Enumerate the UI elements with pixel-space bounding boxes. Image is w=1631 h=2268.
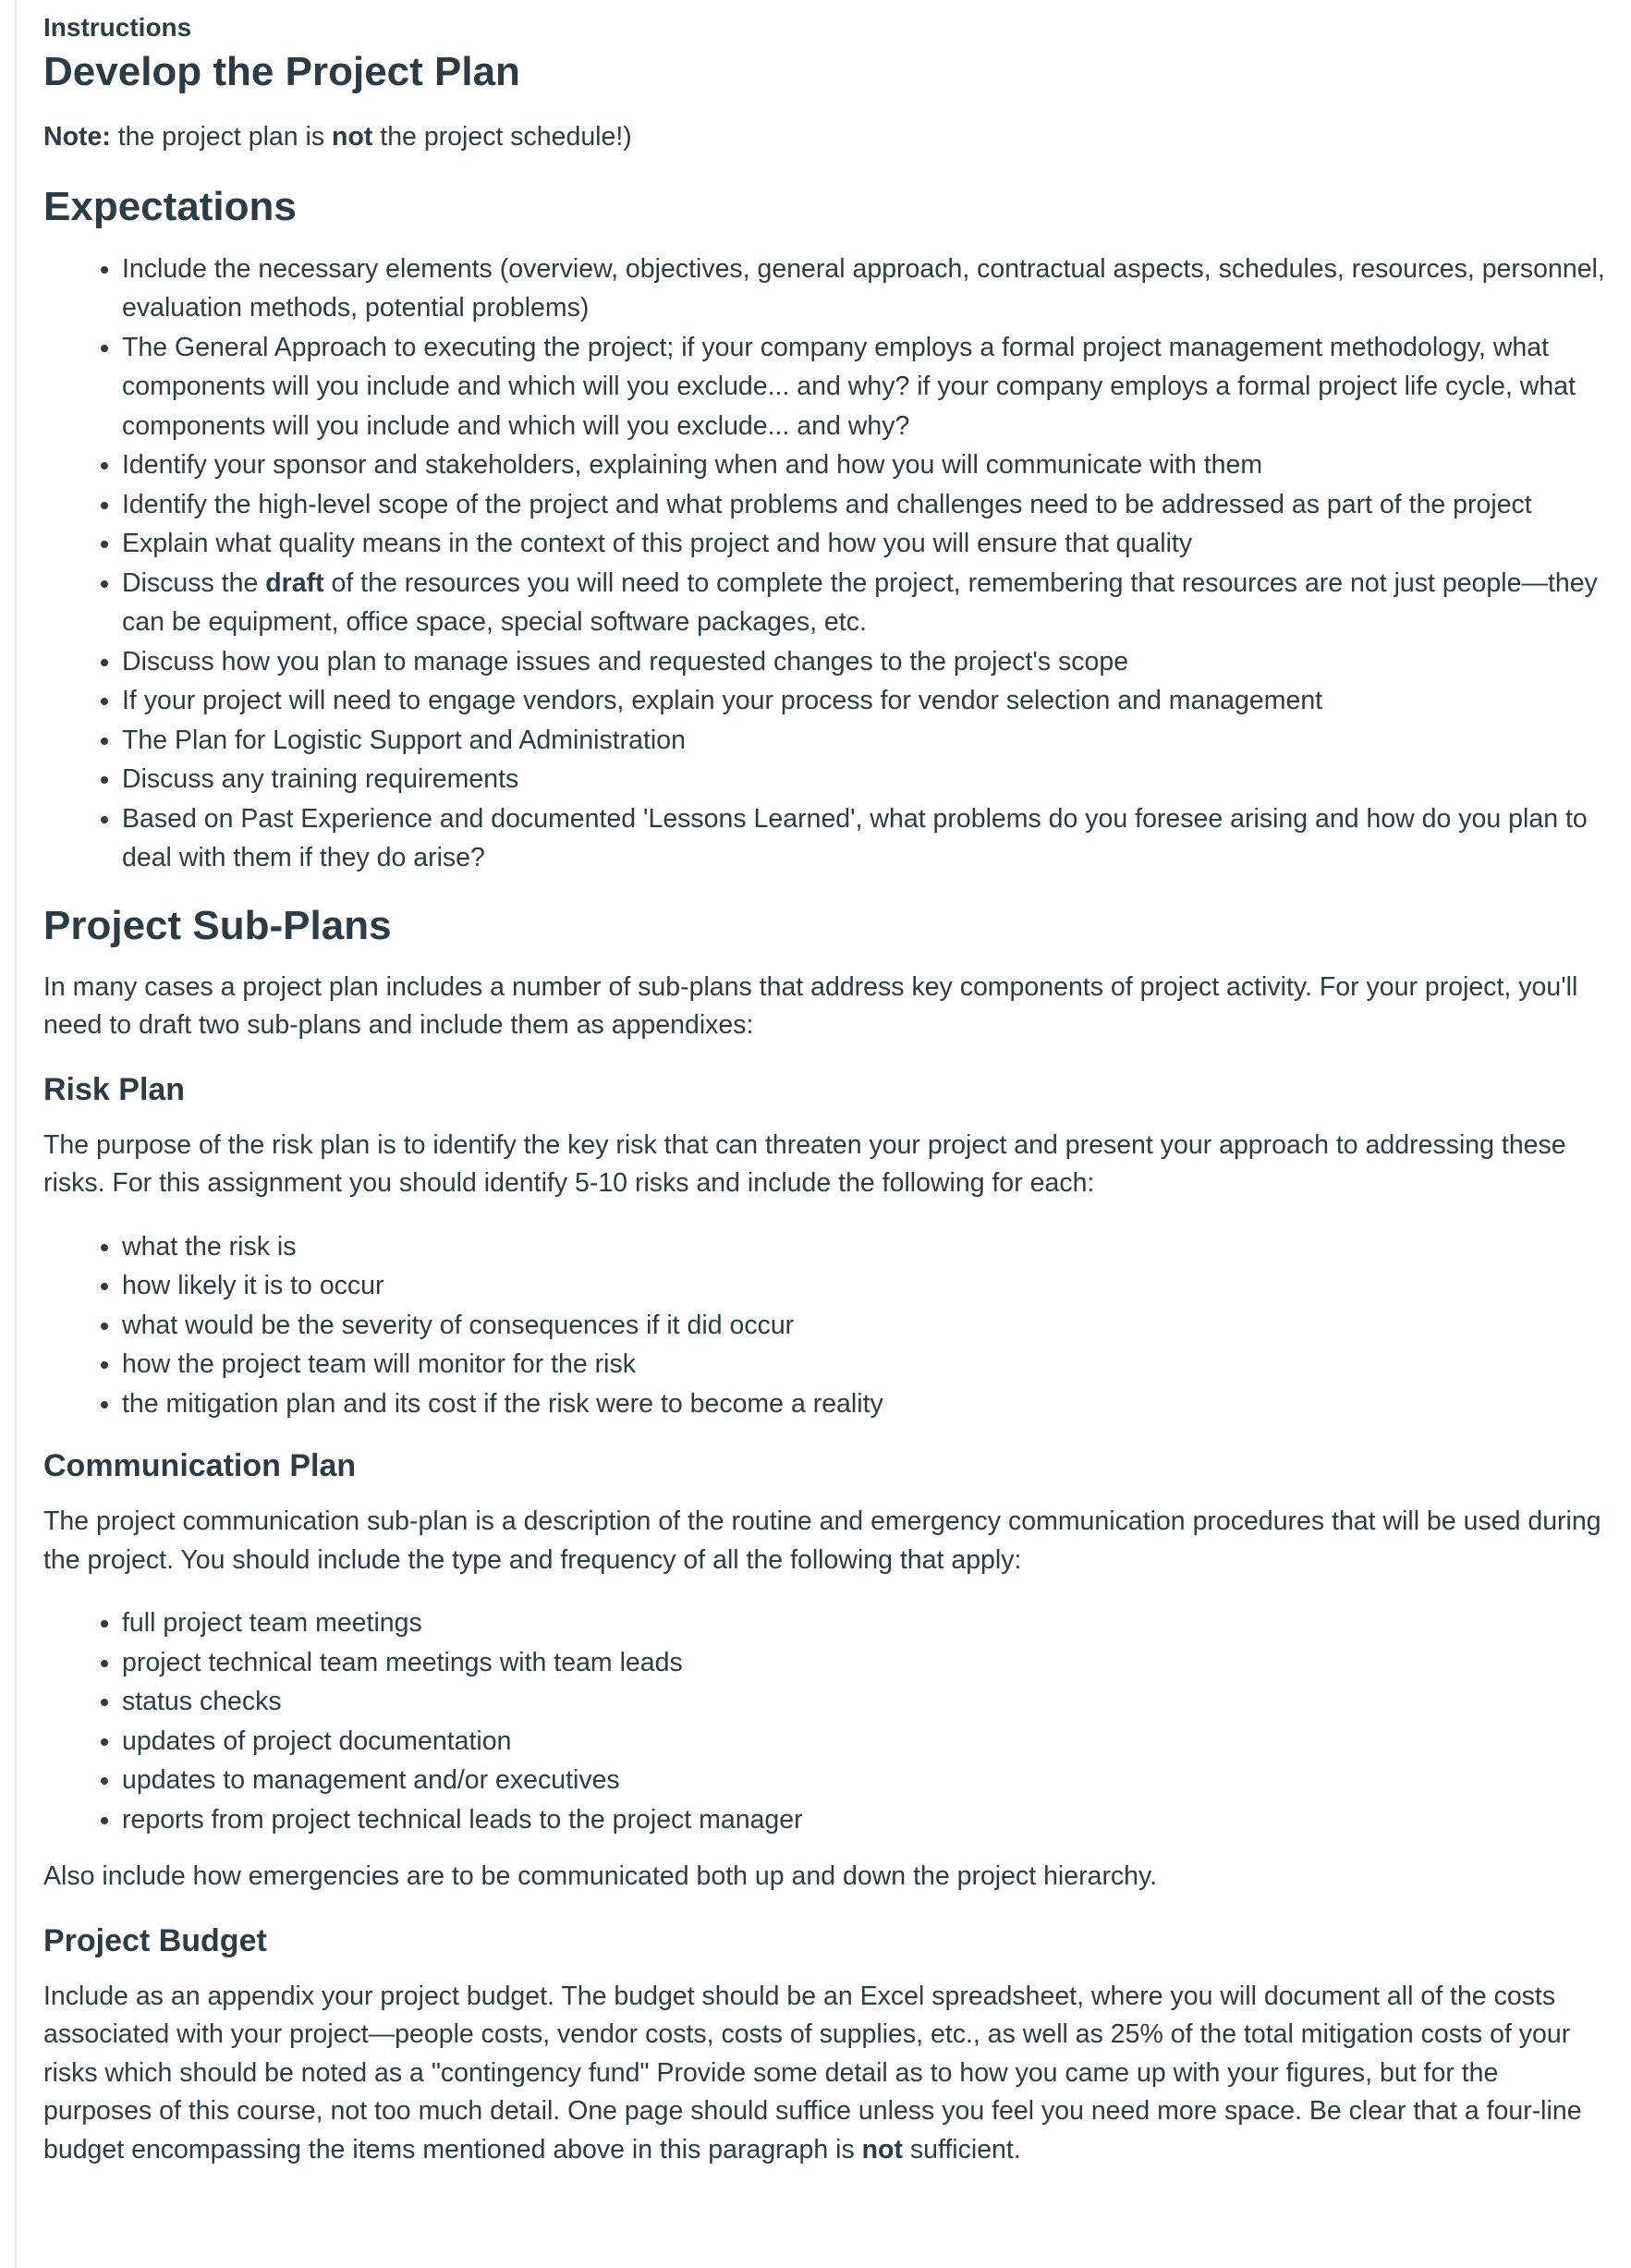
budget-emphasis: not bbox=[861, 2134, 903, 2164]
budget-text-a: Include as an appendix your project budget. The budget should be an Excel spreadsheet, where you will document all of the costs associated with your project—people costs, vendor costs, costs of supplies, etc., as well as 25% of the total mitigation costs of your risks which should be noted as a "contingency fund" Provide some detail as to how you came up with your figures, but for the purposes of this course, not too much detail. One page should suffice unless you feel you need more space. Be clear that a four-line budget encompassing the items mentioned above in this paragraph is bbox=[43, 1981, 1582, 2164]
risk-plan-list bbox=[43, 1227, 1605, 1424]
list-item: • updates to management and/or executives bbox=[122, 1761, 1605, 1800]
page-eyebrow: Instructions bbox=[43, 13, 192, 42]
list-item: • Discuss any training requirements bbox=[122, 760, 1605, 799]
list-item: • Explain what quality means in the context of this project and how you will ensure that quality bbox=[122, 524, 1605, 564]
list-item: • updates of project documentation bbox=[122, 1722, 1605, 1762]
list-item: • Based on Past Experience and documented 'Lessons Learned', what problems do you foresee arising and how do you plan to deal with them if they do arise? bbox=[122, 799, 1605, 878]
subplans-heading: Project Sub-Plans bbox=[43, 902, 392, 948]
note-label: Note: bbox=[43, 122, 111, 152]
budget-text-b: sufficient. bbox=[902, 2134, 1021, 2164]
list-item: • reports from project technical leads to the project manager bbox=[122, 1800, 1605, 1840]
list-item: • Discuss how you plan to manage issues and requested changes to the project's scope bbox=[122, 642, 1605, 682]
budget-heading: Project Budget bbox=[43, 1922, 267, 1958]
list-item: • how the project team will monitor for the risk bbox=[122, 1345, 1605, 1384]
list-item: • status checks bbox=[122, 1682, 1605, 1722]
communication-plan-list bbox=[43, 1603, 1605, 1839]
note-emphasis: not bbox=[332, 122, 373, 152]
draft-item-after: of the resources you will need to complete the project, remembering that resources are not just people—they can be equipment, office space, special software packages, etc. bbox=[122, 567, 1598, 637]
list-item: • project technical team meetings with team leads bbox=[122, 1643, 1605, 1683]
list-item bbox=[122, 564, 1605, 642]
note-paragraph bbox=[43, 118, 1605, 157]
list-item: • Identify your sponsor and stakeholders, explaining when and how you will communicate with them bbox=[122, 445, 1605, 485]
list-item: • the mitigation plan and its cost if the risk were to become a reality bbox=[122, 1384, 1605, 1424]
communication-plan-outro: Also include how emergencies are to be communicated both up and down the project hierarchy. bbox=[43, 1861, 1158, 1891]
expectations-heading: Expectations bbox=[43, 183, 297, 229]
left-border bbox=[15, 0, 17, 2268]
list-item: • full project team meetings bbox=[122, 1603, 1605, 1643]
list-item: • The Plan for Logistic Support and Administration bbox=[122, 721, 1605, 761]
risk-plan-intro: The purpose of the risk plan is to identify the key risk that can threaten your project and present your approach to addressing these risks. For this assignment you should identify 5-10 risks and include the following for each: bbox=[43, 1129, 1566, 1198]
note-text-a: the project plan is bbox=[110, 122, 333, 152]
communication-plan-intro: The project communication sub-plan is a description of the routine and emergency communication procedures that will be used during the project. You should include the type and frequency of all the following that apply: bbox=[43, 1506, 1601, 1575]
budget-paragraph bbox=[43, 1978, 1605, 2170]
list-item: • Include the necessary elements (overview, objectives, general approach, contractual aspects, schedules, resources, personnel, evaluation methods, potential problems) bbox=[122, 250, 1605, 328]
list-item: • The General Approach to executing the project; if your company employs a formal project management methodology, what components will you include and which will you exclude... and why? if your company employs a formal project life cycle, what components will you include and which will you exclude... and why? bbox=[122, 328, 1605, 446]
list-item: • Identify the high-level scope of the project and what problems and challenges need to be addressed as part of the project bbox=[122, 485, 1605, 525]
risk-plan-heading: Risk Plan bbox=[43, 1071, 186, 1107]
draft-item-before: Discuss the bbox=[122, 567, 266, 598]
note-text-b: the project schedule!) bbox=[372, 122, 632, 152]
list-item: • what would be the severity of consequences if it did occur bbox=[122, 1306, 1605, 1346]
communication-plan-heading: Communication Plan bbox=[43, 1448, 357, 1483]
draft-item-bold: draft bbox=[265, 567, 324, 598]
instructions-page bbox=[43, 9, 1605, 2193]
list-item: • what the risk is bbox=[122, 1227, 1605, 1267]
page-title: Develop the Project Plan bbox=[43, 49, 520, 94]
list-item: • how likely it is to occur bbox=[122, 1266, 1605, 1306]
list-item: • If your project will need to engage vendors, explain your process for vendor selection and management bbox=[122, 681, 1605, 721]
subplans-intro: In many cases a project plan includes a number of sub-plans that address key components of project activity. For your project, you'll need to draft two sub-plans and include them as appendixes: bbox=[43, 971, 1578, 1040]
expectations-list bbox=[43, 250, 1605, 878]
